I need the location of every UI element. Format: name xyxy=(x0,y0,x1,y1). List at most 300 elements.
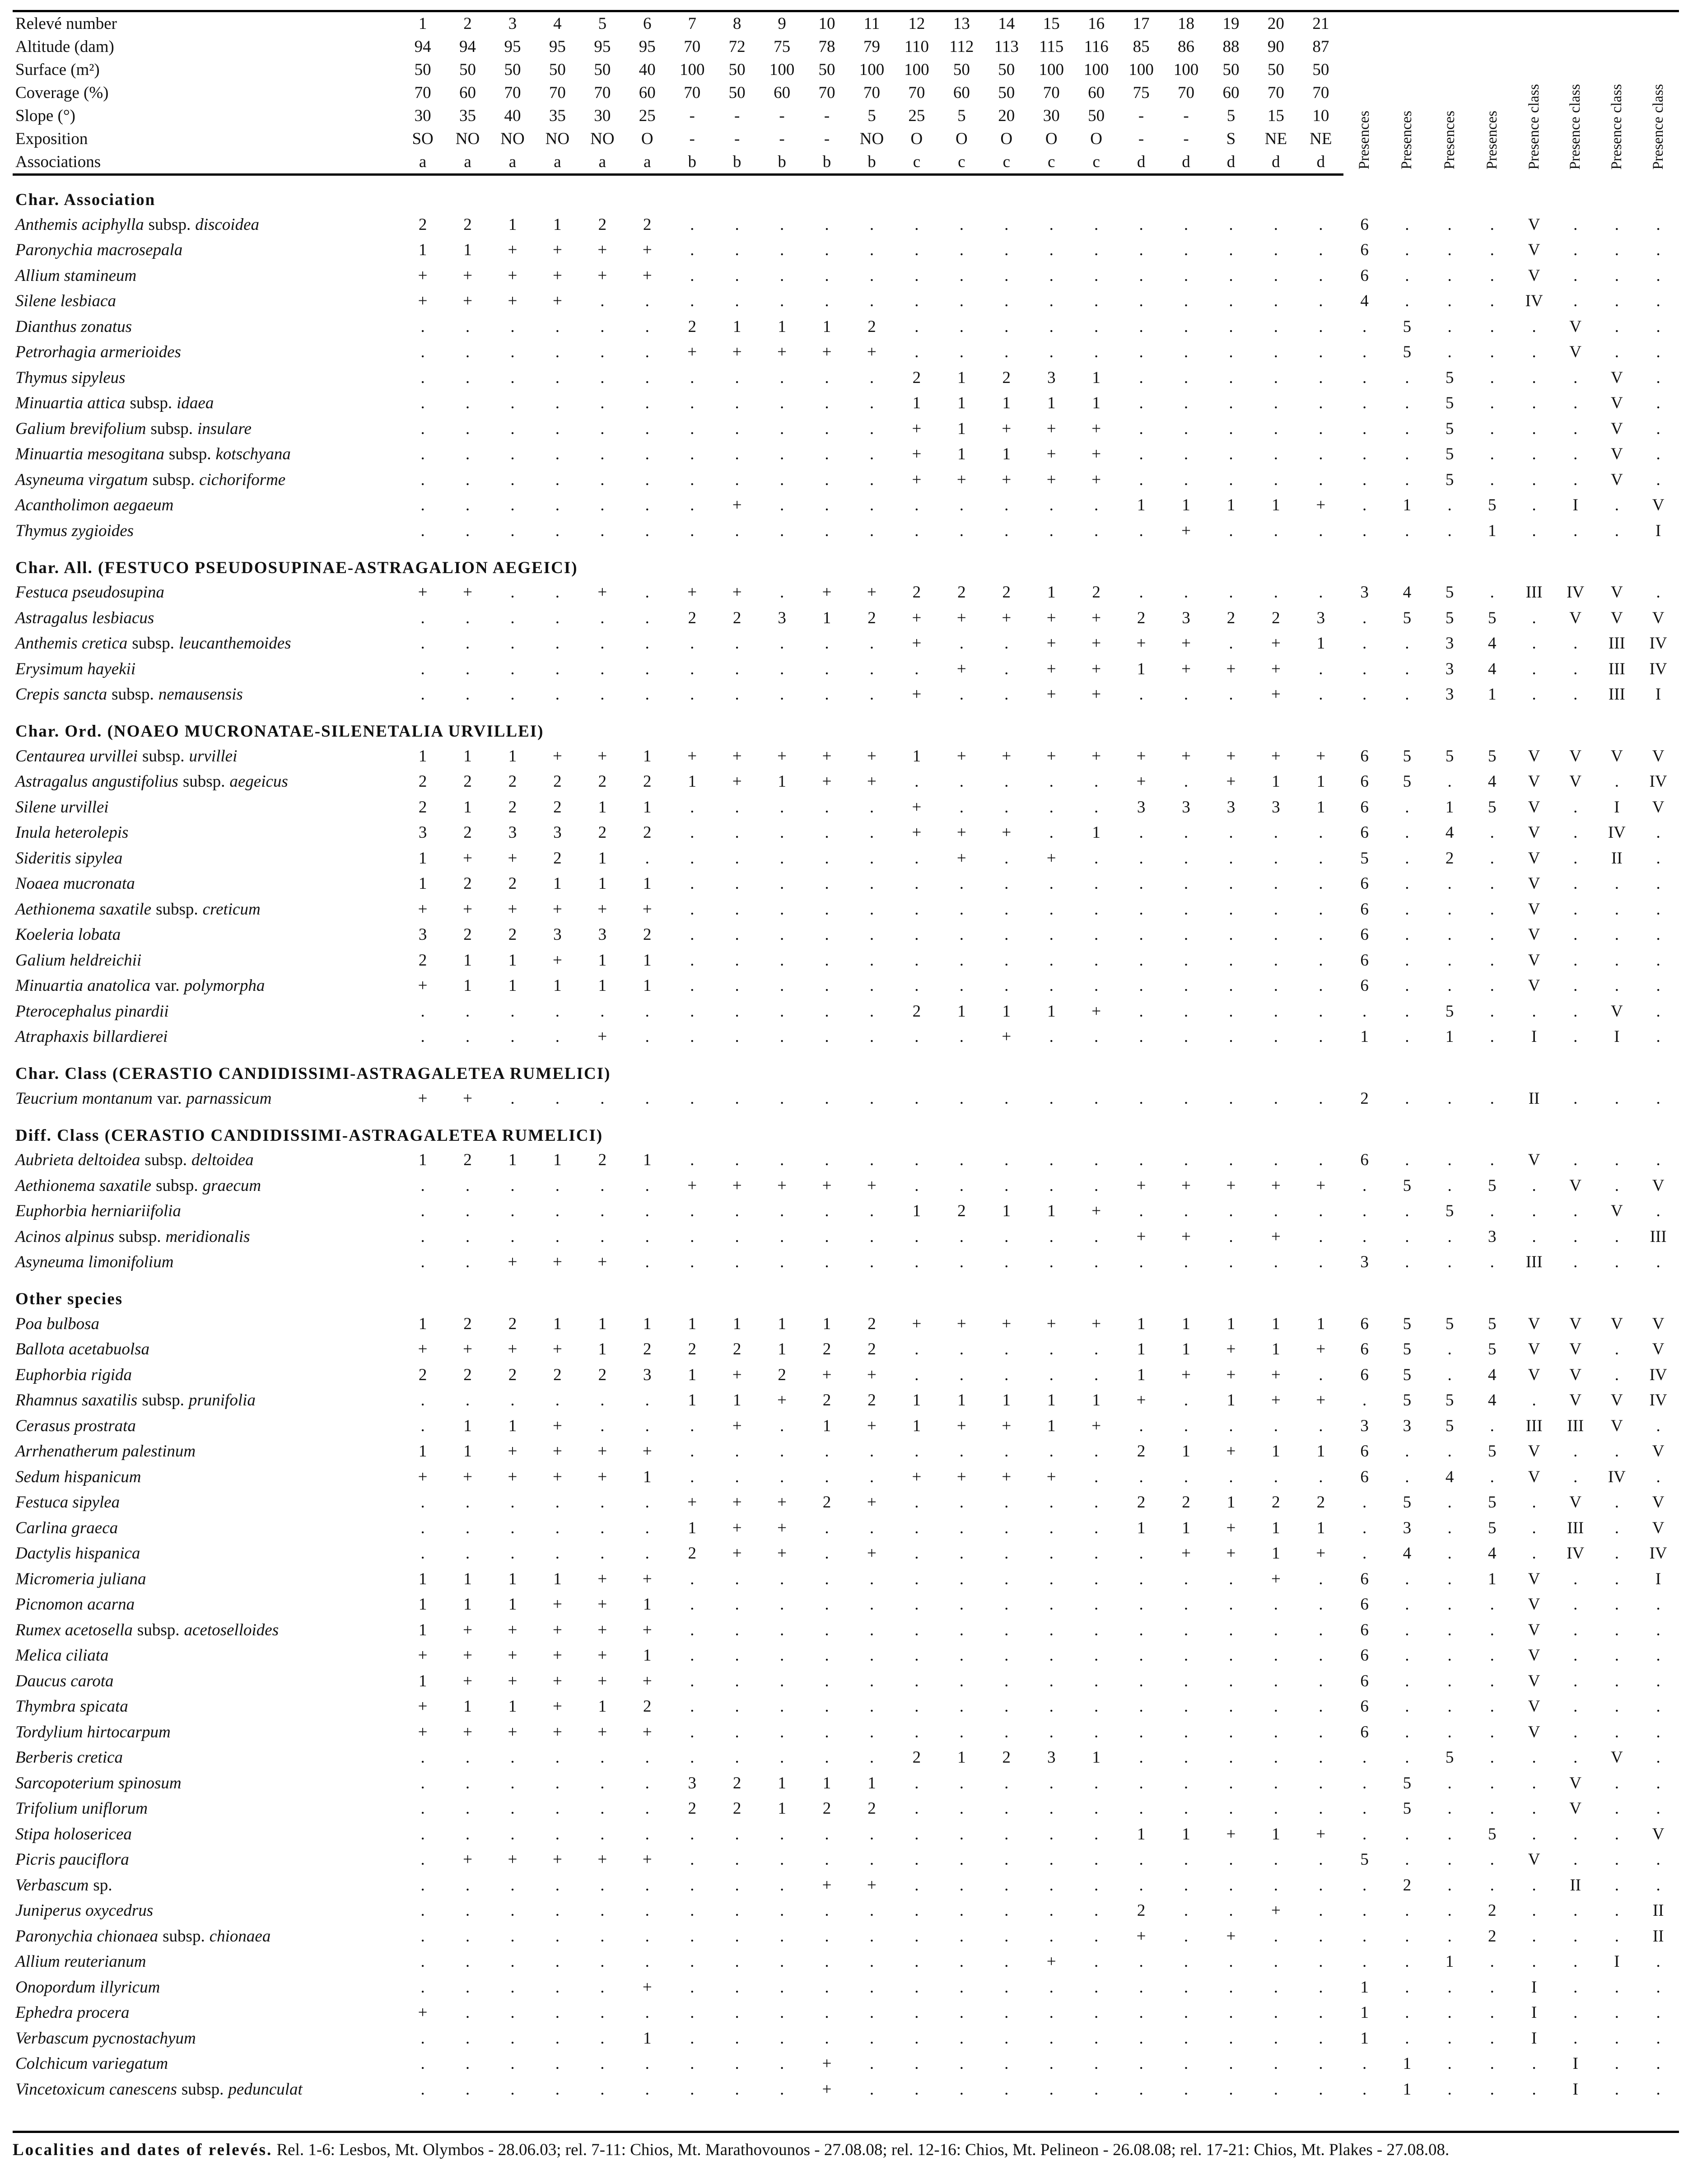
releve-cell: . xyxy=(825,1978,829,1997)
releve-cell: . xyxy=(959,292,964,311)
releve-cell: 1 xyxy=(778,772,786,791)
presence-class-cell: I xyxy=(1572,2080,1578,2099)
releve-cell: + xyxy=(597,1027,607,1046)
header-label: Slope (°) xyxy=(15,107,75,125)
releve-cell: + xyxy=(1046,634,1056,653)
presence-class-cell: V xyxy=(1610,583,1623,602)
taxon-epithet: Allium stamineum xyxy=(15,266,137,285)
releve-cell: 1 xyxy=(643,1595,652,1614)
header-cell: - xyxy=(734,130,740,148)
presence-class-cell: . xyxy=(1573,685,1578,704)
releve-cell: 2 xyxy=(463,874,472,893)
releve-cell: . xyxy=(1139,1569,1143,1588)
releve-cell: . xyxy=(1139,2003,1143,2022)
releve-cell: . xyxy=(1319,1416,1323,1435)
releve-cell: . xyxy=(555,1089,560,1108)
presence-cell: . xyxy=(1490,2080,1494,2099)
species-name xyxy=(13,1490,400,1516)
releve-cell: + xyxy=(597,1620,607,1639)
releve-cell: . xyxy=(465,1227,470,1246)
releve-cell: + xyxy=(418,976,428,995)
releve-cell: . xyxy=(1319,2029,1323,2048)
releve-cell: . xyxy=(1319,1978,1323,1997)
releve-cell: . xyxy=(914,1773,919,1792)
releve-cell: + xyxy=(687,343,697,362)
releve-cell: . xyxy=(959,1493,964,1512)
presence-cell: 3 xyxy=(1403,1416,1412,1435)
releve-cell: . xyxy=(825,1697,829,1716)
releve-cell: + xyxy=(1271,1391,1281,1410)
releve-cell: . xyxy=(420,1027,425,1046)
releve-cell: . xyxy=(1184,2080,1189,2099)
releve-cell: . xyxy=(1229,1027,1233,1046)
releve-cell: . xyxy=(779,394,784,413)
releve-cell: . xyxy=(420,1391,425,1410)
releve-cell: 2 xyxy=(508,798,517,817)
species-name xyxy=(13,1224,400,1250)
presence-class-cell: II xyxy=(1652,1901,1664,1920)
releve-cell: . xyxy=(1049,496,1054,515)
presence-class-cell: . xyxy=(1656,1722,1660,1741)
presence-cell: . xyxy=(1362,1518,1367,1537)
presence-cell: . xyxy=(1447,1253,1452,1272)
presence-class-cell: . xyxy=(1532,1901,1536,1920)
releve-cell: . xyxy=(1184,1467,1189,1486)
presence-class-cell: V xyxy=(1528,241,1540,260)
section-row xyxy=(13,1275,1679,1311)
header-cell: 86 xyxy=(1178,37,1195,56)
presence-cell: . xyxy=(1447,900,1452,919)
releve-cell: 1 xyxy=(508,1416,517,1435)
presence-cell: . xyxy=(1447,1089,1452,1108)
taxon-epithet: Noaea mucronata xyxy=(15,874,135,893)
releve-cell: 2 xyxy=(822,1340,831,1359)
releve-cell: + xyxy=(508,900,518,919)
releve-cell: . xyxy=(1094,1227,1099,1246)
releve-cell: 2 xyxy=(912,1748,921,1767)
releve-cell: . xyxy=(1229,266,1233,285)
releve-cell: . xyxy=(690,1825,695,1843)
releve-cell: . xyxy=(420,659,425,678)
releve-cell: . xyxy=(1049,317,1054,336)
taxon-epithet: Centaurea urvillei xyxy=(15,747,138,765)
presence-cell: . xyxy=(1447,343,1452,362)
releve-cell: + xyxy=(1046,685,1056,704)
releve-cell: . xyxy=(735,445,739,464)
releve-cell: . xyxy=(735,1825,739,1843)
presence-class-cell: . xyxy=(1532,1202,1536,1221)
releve-cell: . xyxy=(1229,2029,1233,2048)
releve-cell: . xyxy=(690,1901,695,1920)
releve-cell: . xyxy=(959,1569,964,1588)
releve-cell: . xyxy=(1094,900,1099,919)
presence-cell: . xyxy=(1447,1850,1452,1869)
releve-cell: . xyxy=(465,659,470,678)
presence-cell: 5 xyxy=(1403,1391,1412,1410)
releve-cell: . xyxy=(1273,1850,1278,1869)
releve-cell: . xyxy=(825,292,829,311)
releve-cell: 3 xyxy=(643,1365,652,1384)
header-cell: 20 xyxy=(998,107,1015,125)
releve-cell: . xyxy=(779,2029,784,2048)
releve-cell: . xyxy=(645,1518,649,1537)
taxon-epithet: Festuca pseudosupina xyxy=(15,583,164,602)
releve-cell: + xyxy=(867,1416,877,1435)
section-title: Char. Ord. (NOAEO MUCRONATAE-SILENETALIA URVILLEI) xyxy=(15,722,544,741)
presence-class-cell: . xyxy=(1656,419,1660,438)
releve-cell: . xyxy=(869,951,874,970)
taxon-epithet: kotschyana xyxy=(215,445,291,464)
releve-cell: . xyxy=(1094,1697,1099,1716)
releve-cell: . xyxy=(1184,368,1189,387)
releve-cell: . xyxy=(779,1748,784,1767)
releve-cell: . xyxy=(690,685,695,704)
releve-cell: 1 xyxy=(508,1569,517,1588)
releve-cell: . xyxy=(735,1202,739,1221)
releve-cell: . xyxy=(914,1365,919,1384)
presence-cell: . xyxy=(1362,1952,1367,1971)
releve-cell: + xyxy=(1181,1227,1191,1246)
header-cell: 30 xyxy=(594,107,611,125)
presence-class-cell: V xyxy=(1610,747,1623,765)
releve-cell: . xyxy=(1273,521,1278,540)
presence-class-cell: V xyxy=(1528,215,1540,234)
releve-cell: 1 xyxy=(1092,1748,1100,1767)
releve-cell: . xyxy=(914,266,919,285)
header-cell: 50 xyxy=(594,61,611,79)
releve-cell: . xyxy=(690,1927,695,1946)
species-row xyxy=(13,442,1679,467)
releve-cell: . xyxy=(825,1722,829,1741)
releve-cell: . xyxy=(1004,1671,1009,1690)
species-name xyxy=(13,1745,400,1771)
releve-cell: . xyxy=(510,1748,515,1767)
releve-cell: . xyxy=(869,1253,874,1272)
releve-cell: . xyxy=(645,419,649,438)
releve-cell: . xyxy=(645,343,649,362)
header-cell: 78 xyxy=(818,37,835,56)
releve-cell: . xyxy=(420,1978,425,1997)
presence-class-cell: . xyxy=(1573,1722,1578,1741)
presence-cell: . xyxy=(1405,1646,1409,1665)
releve-cell: . xyxy=(1229,1416,1233,1435)
releve-cell: . xyxy=(914,1646,919,1665)
species-row xyxy=(13,1311,1679,1337)
presence-class-cell: V xyxy=(1528,976,1540,995)
taxon-epithet: Dactylis hispanica xyxy=(15,1544,140,1563)
presence-class-cell: . xyxy=(1573,445,1578,464)
releve-cell: . xyxy=(1229,521,1233,540)
presence-cell: . xyxy=(1447,266,1452,285)
header-cell: 113 xyxy=(994,37,1019,56)
presence-cell: . xyxy=(1490,849,1494,868)
releve-cell: + xyxy=(1271,1365,1281,1384)
presence-class-cell: III xyxy=(1608,659,1625,678)
presence-cell: 4 xyxy=(1488,659,1497,678)
releve-cell: . xyxy=(735,521,739,540)
releve-cell: . xyxy=(1094,976,1099,995)
presence-cell: 6 xyxy=(1360,798,1369,817)
presence-class-cell: . xyxy=(1656,1978,1660,1997)
presence-cell: . xyxy=(1405,394,1409,413)
presence-cell: . xyxy=(1405,976,1409,995)
releve-cell: . xyxy=(959,1978,964,1997)
releve-cell: . xyxy=(1229,823,1233,842)
releve-cell: . xyxy=(1094,1978,1099,1997)
presence-cell: . xyxy=(1490,292,1494,311)
releve-cell: 1 xyxy=(1272,1825,1280,1843)
section-title: Char. Class (CERASTIO CANDIDISSIMI-ASTRAGALETEA RUMELICI) xyxy=(15,1064,611,1083)
species-row xyxy=(13,922,1679,948)
releve-cell: + xyxy=(1181,521,1191,540)
presence-class-cell: . xyxy=(1656,849,1660,868)
releve-cell: . xyxy=(645,470,649,489)
presence-cell: . xyxy=(1490,823,1494,842)
species-name xyxy=(13,1250,400,1275)
releve-cell: . xyxy=(1229,419,1233,438)
releve-cell: . xyxy=(420,1927,425,1946)
releve-cell: . xyxy=(735,1227,739,1246)
releve-cell: . xyxy=(1273,1773,1278,1792)
releve-cell: . xyxy=(959,1850,964,1869)
species-name xyxy=(13,1719,400,1745)
header-cell: 7 xyxy=(670,11,714,36)
releve-cell: . xyxy=(600,496,605,515)
releve-cell: 1 xyxy=(957,1002,966,1021)
releve-cell: . xyxy=(555,1825,560,1843)
presence-class-cell: . xyxy=(1614,772,1619,791)
presence-class-column-header xyxy=(1596,11,1638,175)
taxon-rank: subsp. xyxy=(156,1176,198,1195)
releve-cell: + xyxy=(508,1646,518,1665)
releve-cell: . xyxy=(735,1620,739,1639)
presence-cell: 2 xyxy=(1445,849,1454,868)
releve-cell: 2 xyxy=(867,1391,876,1410)
header-cell: b xyxy=(760,150,804,175)
species-row xyxy=(13,365,1679,391)
releve-cell: . xyxy=(465,368,470,387)
presence-class-cell: V xyxy=(1652,798,1665,817)
releve-cell: . xyxy=(735,1089,739,1108)
releve-cell: . xyxy=(1139,874,1143,893)
header-cell: 60 xyxy=(639,84,656,102)
releve-cell: 2 xyxy=(778,1365,786,1384)
presence-class-cell: II xyxy=(1611,849,1623,868)
species-name xyxy=(13,416,400,442)
releve-cell: . xyxy=(1094,215,1099,234)
presence-cell: . xyxy=(1405,1901,1409,1920)
presence-class-cell: V xyxy=(1528,1722,1540,1741)
releve-cell: . xyxy=(825,1952,829,1971)
presence-cell: . xyxy=(1490,874,1494,893)
header-cell: - xyxy=(1138,130,1144,148)
releve-cell: . xyxy=(420,1227,425,1246)
releve-cell: 1 xyxy=(912,1391,921,1410)
presence-cell: . xyxy=(1362,685,1367,704)
releve-cell: . xyxy=(914,1518,919,1537)
presence-class-cell: . xyxy=(1656,1467,1660,1486)
releve-cell: . xyxy=(869,496,874,515)
presence-cell: . xyxy=(1490,1850,1494,1869)
presence-cell: . xyxy=(1362,470,1367,489)
releve-cell: + xyxy=(1002,470,1012,489)
species-row xyxy=(13,1490,1679,1516)
releve-cell: 2 xyxy=(912,1002,921,1021)
releve-cell: + xyxy=(552,292,562,311)
releve-cell: . xyxy=(645,1927,649,1946)
releve-cell: . xyxy=(1094,1151,1099,1170)
releve-cell: . xyxy=(555,1391,560,1410)
presence-class-cell: IV xyxy=(1649,772,1667,791)
taxon-epithet: Silene lesbiaca xyxy=(15,292,116,311)
species-row xyxy=(13,518,1679,544)
releve-cell: + xyxy=(463,1850,472,1869)
releve-cell: 2 xyxy=(418,1365,427,1384)
taxon-epithet: Asyneuma virgatum xyxy=(15,470,148,489)
releve-cell: . xyxy=(510,1773,515,1792)
releve-cell: . xyxy=(690,2080,695,2099)
releve-cell: . xyxy=(735,1978,739,1997)
presence-class-cell: . xyxy=(1656,900,1660,919)
releve-cell: . xyxy=(825,215,829,234)
releve-cell: + xyxy=(956,659,966,678)
species-name xyxy=(13,442,400,467)
presence-class-cell: . xyxy=(1614,215,1619,234)
releve-cell: + xyxy=(956,608,966,627)
species-name xyxy=(13,238,400,263)
header-cell: 94 xyxy=(459,37,476,56)
releve-cell: . xyxy=(465,1518,470,1537)
releve-cell: . xyxy=(1273,1799,1278,1818)
releve-cell: . xyxy=(690,1748,695,1767)
releve-cell: . xyxy=(914,849,919,868)
presence-cell: . xyxy=(1362,1825,1367,1843)
releve-cell: . xyxy=(1049,521,1054,540)
releve-cell: . xyxy=(1004,1901,1009,1920)
presence-class-cell: . xyxy=(1532,1391,1536,1410)
header-cell: 70 xyxy=(1178,84,1195,102)
releve-cell: . xyxy=(465,1825,470,1843)
releve-cell: + xyxy=(777,1544,787,1563)
releve-cell: + xyxy=(956,1314,966,1333)
species-row xyxy=(13,845,1679,871)
presence-class-cell: V xyxy=(1569,1773,1582,1792)
header-cell: 72 xyxy=(728,37,746,56)
releve-cell: . xyxy=(1184,976,1189,995)
releve-cell: . xyxy=(959,874,964,893)
header-cell: 6 xyxy=(625,11,670,36)
releve-cell: 2 xyxy=(822,1799,831,1818)
header-cell: 5 xyxy=(1226,107,1236,125)
presence-cell: 6 xyxy=(1360,772,1369,791)
presence-cell: . xyxy=(1405,1825,1409,1843)
presence-class-cell: . xyxy=(1532,1493,1536,1512)
presence-cell: 6 xyxy=(1360,874,1369,893)
releve-cell: + xyxy=(687,1176,697,1195)
releve-cell: . xyxy=(779,1416,784,1435)
releve-cell: . xyxy=(825,849,829,868)
releve-cell: . xyxy=(959,798,964,817)
header-cell: 35 xyxy=(459,107,476,125)
releve-cell: 1 xyxy=(822,1416,831,1435)
releve-cell: . xyxy=(465,2080,470,2099)
species-row xyxy=(13,1566,1679,1592)
species-name xyxy=(13,896,400,922)
releve-cell: . xyxy=(869,1518,874,1537)
presence-class-cell: IV xyxy=(1649,634,1667,653)
presence-class-cell: . xyxy=(1656,1202,1660,1221)
species-name xyxy=(13,1311,400,1337)
releve-cell: . xyxy=(735,215,739,234)
releve-cell: . xyxy=(959,521,964,540)
presence-class-cell: IV xyxy=(1608,1467,1626,1486)
releve-cell: . xyxy=(1139,419,1143,438)
species-row xyxy=(13,1464,1679,1490)
releve-cell: . xyxy=(914,659,919,678)
releve-cell: . xyxy=(555,1493,560,1512)
presence-cell: 5 xyxy=(1403,1773,1412,1792)
header-cell: 100 xyxy=(679,61,705,79)
presence-class-cell: . xyxy=(1656,2029,1660,2048)
releve-cell: . xyxy=(690,1952,695,1971)
releve-cell: + xyxy=(508,1442,518,1461)
releve-cell: . xyxy=(555,659,560,678)
presence-class-cell: . xyxy=(1614,2080,1619,2099)
species-row xyxy=(13,1898,1679,1924)
releve-cell: . xyxy=(420,1876,425,1895)
releve-cell: . xyxy=(1094,951,1099,970)
releve-cell: 1 xyxy=(1226,1493,1236,1512)
presence-class-cell: III xyxy=(1567,1416,1584,1435)
releve-cell: . xyxy=(779,1697,784,1716)
releve-cell: + xyxy=(1002,608,1012,627)
presence-class-cell: II xyxy=(1570,1876,1581,1895)
releve-cell: . xyxy=(465,1002,470,1021)
presence-cell: . xyxy=(1490,343,1494,362)
releve-cell: 2 xyxy=(598,215,607,234)
releve-cell: + xyxy=(1136,1927,1146,1946)
releve-cell: . xyxy=(1004,241,1009,260)
releve-cell: . xyxy=(420,470,425,489)
releve-cell: . xyxy=(869,1978,874,1997)
releve-cell: . xyxy=(600,1876,605,1895)
releve-cell: + xyxy=(597,1569,607,1588)
header-cell: 94 xyxy=(414,37,431,56)
releve-cell: . xyxy=(420,1493,425,1512)
presence-cell: . xyxy=(1405,1697,1409,1716)
releve-cell: . xyxy=(1229,2054,1233,2073)
releve-cell: . xyxy=(779,445,784,464)
releve-cell: . xyxy=(420,1901,425,1920)
releve-cell: . xyxy=(1229,317,1233,336)
releve-cell: + xyxy=(867,1544,877,1563)
releve-cell: . xyxy=(1139,1027,1143,1046)
releve-cell: . xyxy=(555,2080,560,2099)
presence-class-cell: . xyxy=(1532,608,1536,627)
releve-cell: . xyxy=(959,343,964,362)
presence-class-cell: . xyxy=(1573,1646,1578,1665)
releve-cell: 1 xyxy=(598,1314,607,1333)
releve-cell: + xyxy=(777,1391,787,1410)
presence-class-cell: . xyxy=(1614,1978,1619,1997)
taxon-epithet: urvillei xyxy=(189,747,238,765)
header-cell: 88 xyxy=(1222,37,1240,56)
presence-cell: 5 xyxy=(1445,1202,1454,1221)
releve-cell: + xyxy=(418,1340,428,1359)
releve-cell: . xyxy=(1273,1978,1278,1997)
releve-cell: . xyxy=(735,1876,739,1895)
releve-cell: 1 xyxy=(1316,772,1325,791)
